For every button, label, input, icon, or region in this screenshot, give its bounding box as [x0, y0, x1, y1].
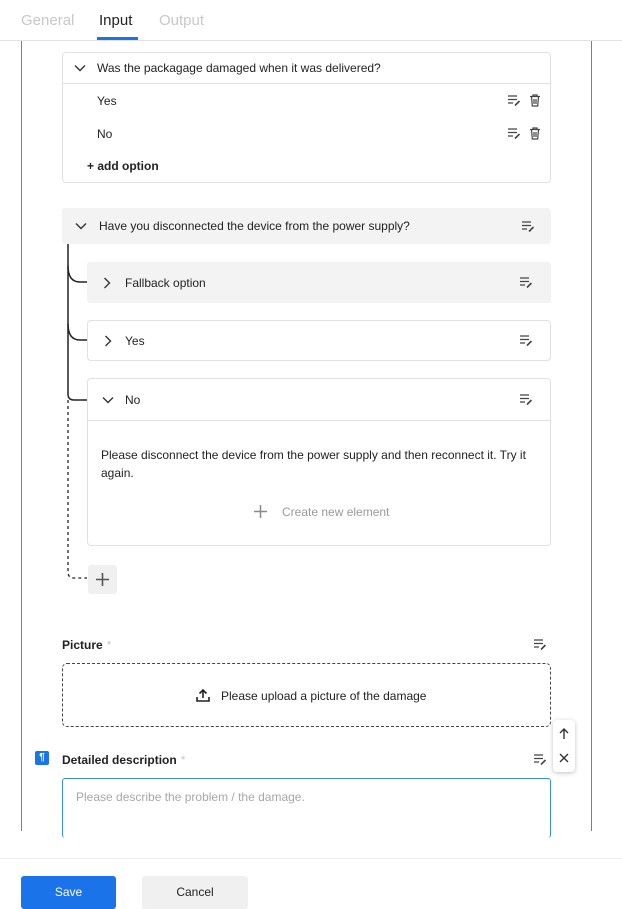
paragraph-icon: ¶	[35, 751, 49, 765]
option-row	[63, 85, 550, 118]
option-label: No	[97, 127, 113, 141]
edit-icon[interactable]	[533, 752, 547, 766]
edit-icon[interactable]	[507, 93, 521, 107]
picture-label-text: Picture	[62, 638, 103, 652]
chevron-down-icon[interactable]	[74, 62, 86, 74]
question-header-disconnected[interactable]	[62, 208, 551, 244]
branch-label: No	[125, 393, 141, 407]
chevron-right-icon[interactable]	[102, 335, 114, 347]
description-field-label	[62, 753, 185, 767]
upload-text: Please upload a picture of the damage	[221, 689, 427, 703]
upload-icon	[196, 688, 210, 702]
branch-label: Yes	[125, 334, 145, 348]
description-placeholder: Please describe the problem / the damage.	[76, 790, 305, 804]
branch-content-text: Please disconnect the device from the power supply and then reconnect it. Try it again.	[101, 448, 526, 480]
trash-icon[interactable]	[528, 93, 542, 107]
arrow-up-icon[interactable]	[558, 728, 570, 740]
add-branch-button[interactable]	[88, 565, 117, 594]
plus-icon	[96, 573, 109, 586]
branch-no	[87, 378, 551, 546]
question-header[interactable]	[63, 53, 550, 84]
branch-yes[interactable]	[87, 320, 551, 361]
tab-output[interactable]: Output	[159, 12, 205, 29]
chevron-right-icon[interactable]	[101, 277, 113, 289]
chevron-down-icon[interactable]	[75, 220, 87, 232]
create-new-element-label: Create new element	[282, 505, 390, 519]
edit-icon[interactable]	[519, 392, 533, 406]
chevron-down-icon[interactable]	[102, 394, 114, 406]
footer-bar	[0, 858, 622, 909]
edit-icon[interactable]	[507, 126, 521, 140]
edit-icon[interactable]	[521, 219, 535, 233]
tab-input[interactable]: Input	[99, 12, 133, 29]
save-button[interactable]: Save	[21, 876, 116, 909]
required-mark: *	[180, 753, 186, 767]
question-title: Have you disconnected the device from the power supply?	[99, 219, 410, 233]
picture-field-label	[62, 638, 111, 652]
cancel-button[interactable]: Cancel	[142, 876, 248, 909]
description-textarea[interactable]	[62, 778, 551, 838]
question-title: Was the packagage damaged when it was delivered?	[97, 61, 381, 75]
option-row	[63, 118, 550, 151]
option-label: Yes	[97, 94, 117, 108]
tab-bar	[0, 0, 622, 41]
edit-icon[interactable]	[519, 333, 533, 347]
floating-move-controls	[553, 720, 575, 772]
branch-header[interactable]	[88, 379, 550, 421]
add-option-button[interactable]: + add option	[87, 159, 159, 173]
plus-icon	[254, 505, 267, 518]
description-label-text: Detailed description	[62, 753, 177, 767]
trash-icon[interactable]	[528, 126, 542, 140]
active-tab-indicator	[97, 37, 138, 40]
question-card-package-damaged	[62, 52, 551, 183]
branch-fallback-option[interactable]	[87, 262, 551, 303]
close-icon[interactable]	[558, 752, 570, 764]
edit-icon[interactable]	[533, 637, 547, 651]
picture-upload-dropzone[interactable]	[62, 663, 551, 727]
required-mark: *	[106, 638, 112, 652]
branch-label: Fallback option	[125, 276, 206, 290]
edit-icon[interactable]	[519, 275, 533, 289]
tab-general[interactable]: General	[21, 12, 75, 29]
